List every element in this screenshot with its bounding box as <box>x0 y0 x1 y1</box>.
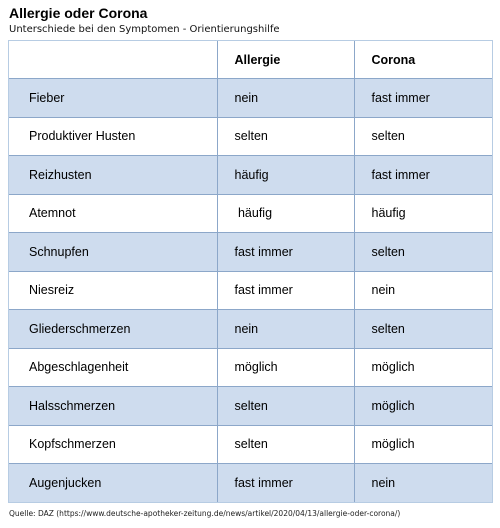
allergie-cell: selten <box>217 425 354 464</box>
corona-cell: fast immer <box>354 79 492 118</box>
document-subtitle: Unterschiede bei den Symptomen - Orientierungshilfe <box>9 24 280 35</box>
header-corona: Corona <box>354 41 492 79</box>
comparison-table <box>8 40 493 503</box>
allergie-cell: fast immer <box>217 271 354 310</box>
symptom-cell: Kopfschmerzen <box>9 425 217 464</box>
table-row <box>9 464 492 502</box>
allergie-cell: nein <box>217 79 354 118</box>
symptom-cell: Halsschmerzen <box>9 387 217 426</box>
allergie-cell: selten <box>217 387 354 426</box>
allergie-cell: häufig <box>217 194 354 233</box>
corona-cell: häufig <box>354 194 492 233</box>
document-title: Allergie oder Corona <box>9 5 148 21</box>
table-row <box>9 117 492 156</box>
table-row <box>9 233 492 272</box>
symptom-cell: Atemnot <box>9 194 217 233</box>
corona-cell: selten <box>354 233 492 272</box>
table-row <box>9 310 492 349</box>
corona-cell: möglich <box>354 387 492 426</box>
header-symptom <box>9 41 217 79</box>
table-row <box>9 387 492 426</box>
symptom-cell: Augenjucken <box>9 464 217 502</box>
allergie-cell: häufig <box>217 156 354 195</box>
source-note: Quelle: DAZ (https://www.deutsche-apotheker-zeitung.de/news/artikel/2020/04/13/allergie-oder-corona/) <box>9 509 401 518</box>
corona-cell: selten <box>354 117 492 156</box>
symptom-cell: Schnupfen <box>9 233 217 272</box>
symptom-cell: Fieber <box>9 79 217 118</box>
header-allergie: Allergie <box>217 41 354 79</box>
allergie-cell: fast immer <box>217 233 354 272</box>
corona-cell: fast immer <box>354 156 492 195</box>
table-row <box>9 348 492 387</box>
corona-cell: nein <box>354 464 492 502</box>
corona-cell: selten <box>354 310 492 349</box>
symptom-cell: Reizhusten <box>9 156 217 195</box>
allergie-cell: möglich <box>217 348 354 387</box>
table-row <box>9 271 492 310</box>
symptom-cell: Niesreiz <box>9 271 217 310</box>
table-row <box>9 79 492 118</box>
symptom-cell: Gliederschmerzen <box>9 310 217 349</box>
symptom-cell: Abgeschlagenheit <box>9 348 217 387</box>
allergie-cell: nein <box>217 310 354 349</box>
allergie-cell: selten <box>217 117 354 156</box>
corona-cell: möglich <box>354 348 492 387</box>
allergie-cell: fast immer <box>217 464 354 502</box>
table-header-row <box>9 41 492 79</box>
table-row <box>9 194 492 233</box>
corona-cell: nein <box>354 271 492 310</box>
symptom-cell: Produktiver Husten <box>9 117 217 156</box>
table-row <box>9 425 492 464</box>
corona-cell: möglich <box>354 425 492 464</box>
table-row <box>9 156 492 195</box>
